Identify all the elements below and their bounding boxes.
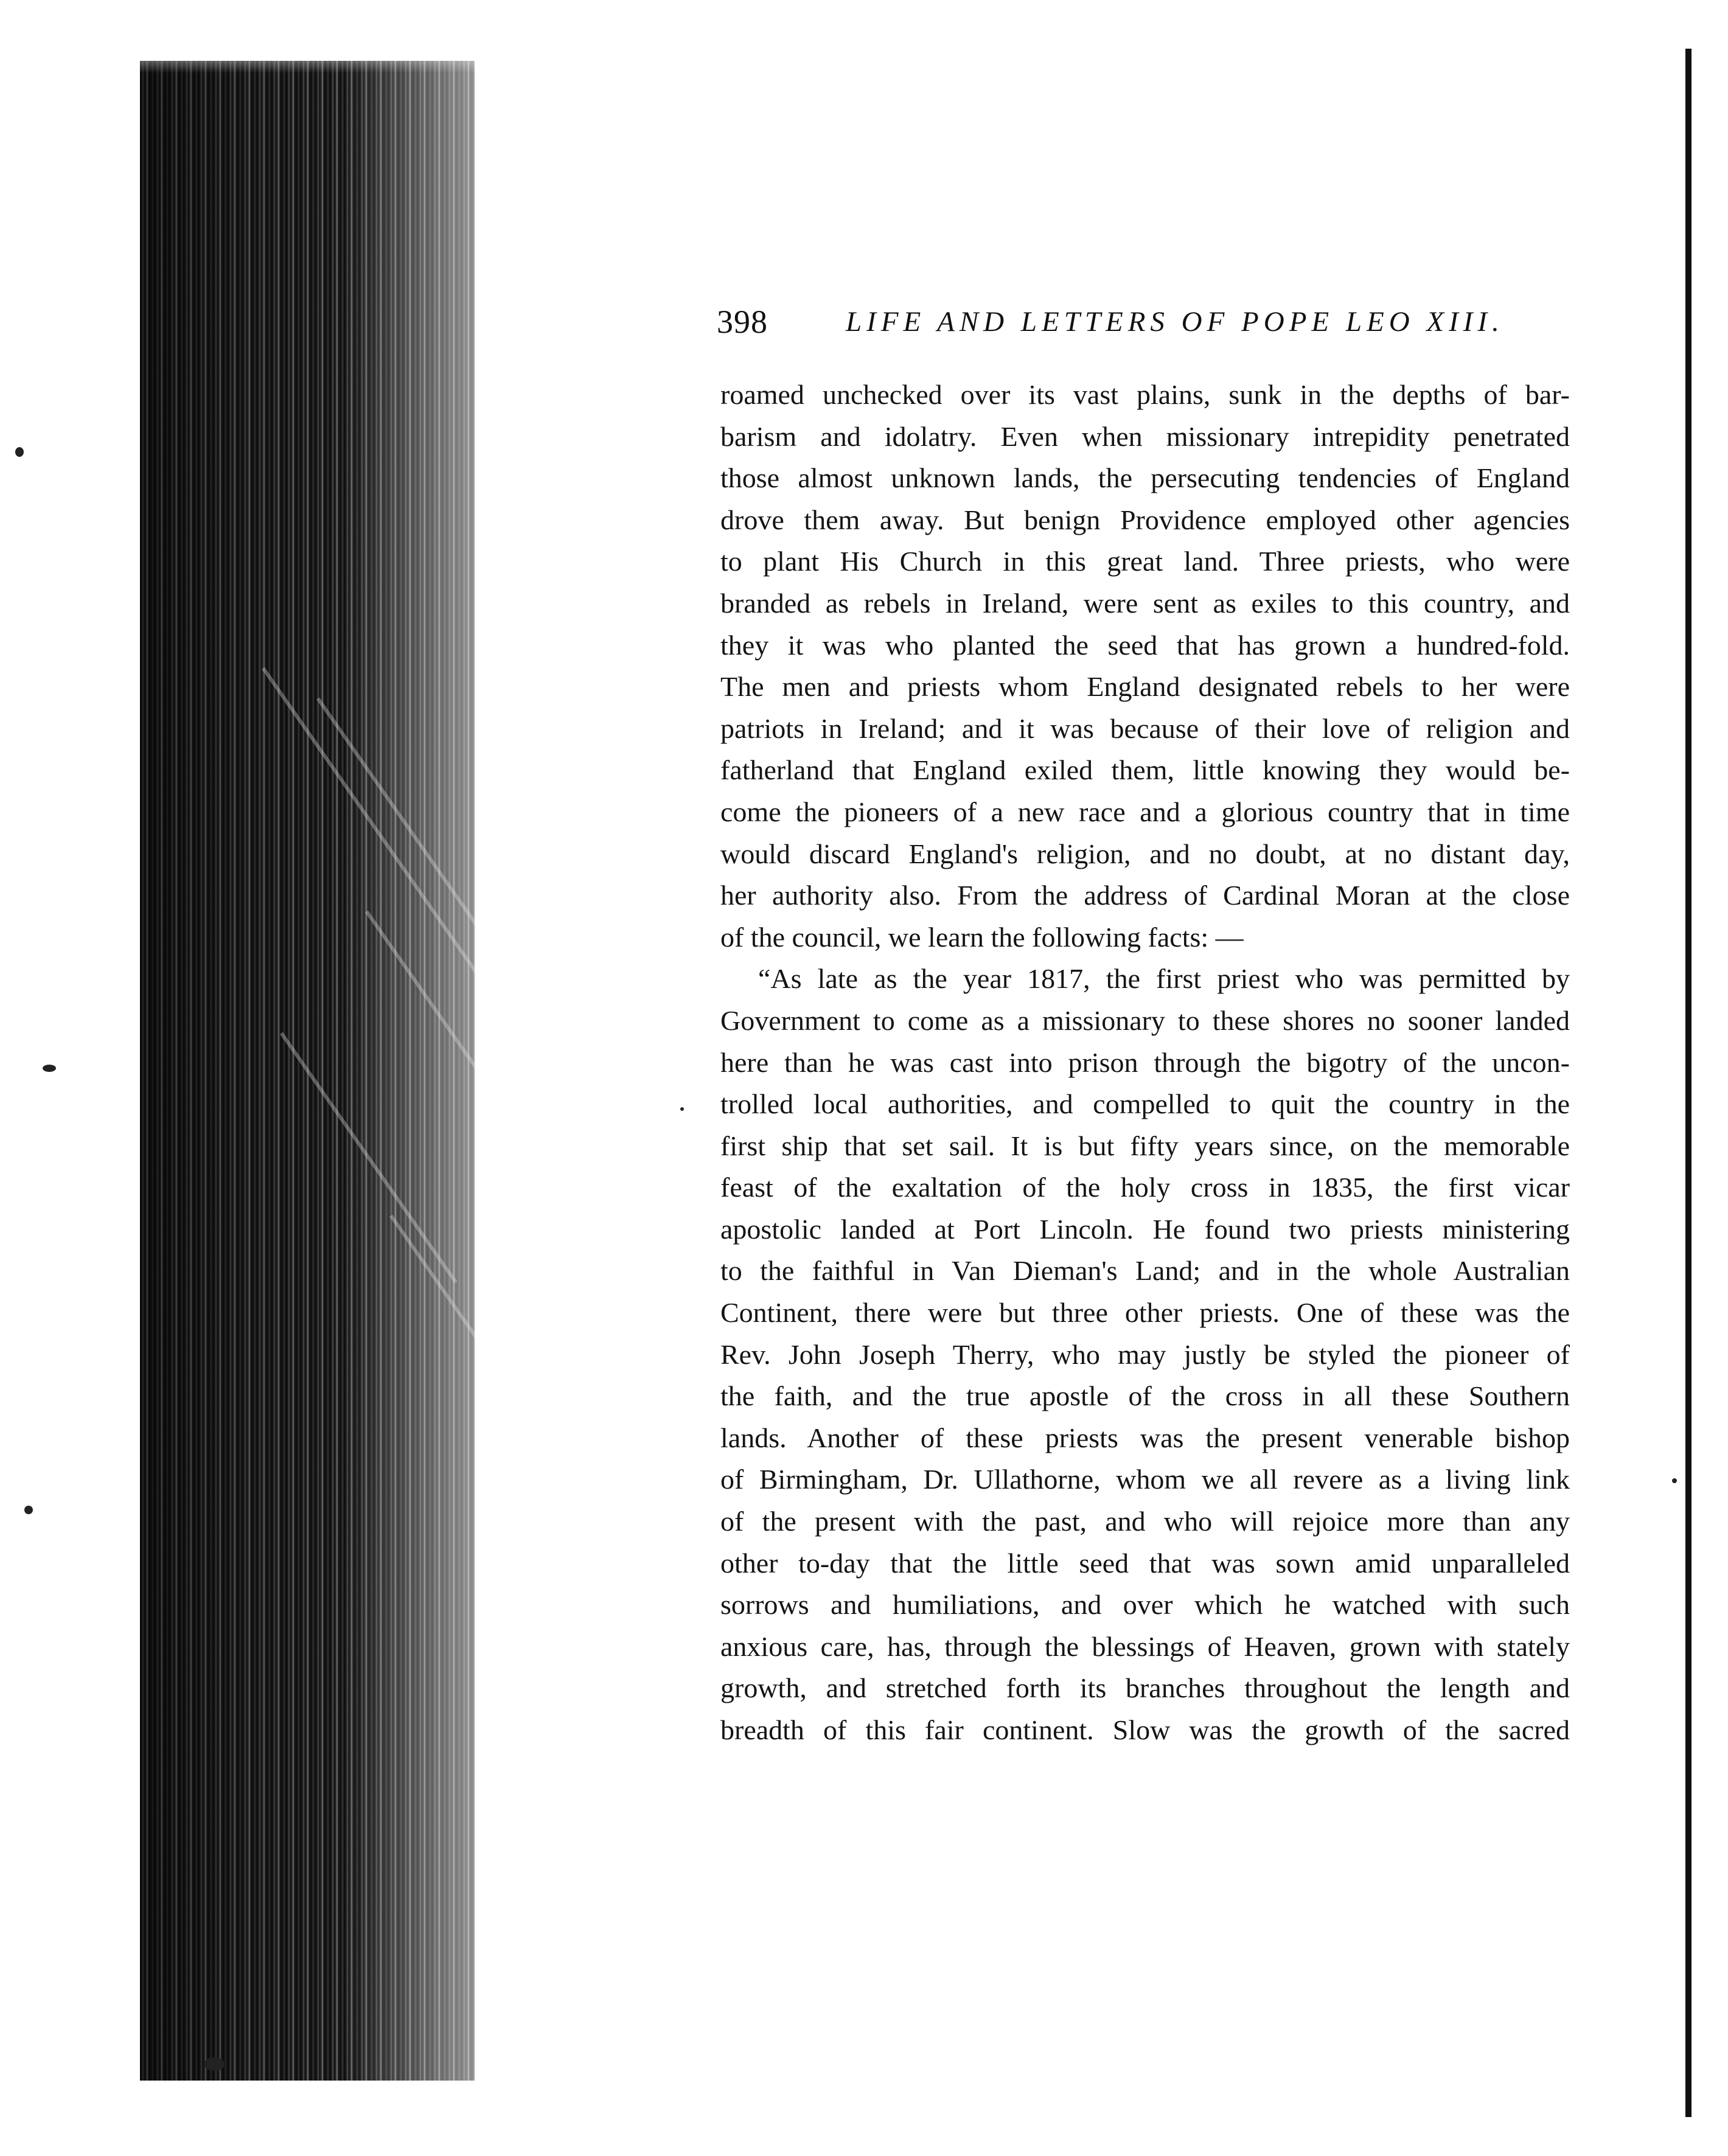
scan-speck xyxy=(43,1065,56,1072)
text-line: apostolic landed at Port Lincoln. He found two priests ministering xyxy=(720,1213,1570,1245)
scan-speck xyxy=(680,1107,684,1111)
text-line: Government to come as a missionary to these shores no sooner landed xyxy=(720,1004,1570,1036)
text-line: the faith, and the true apostle of the cross in all these Southern xyxy=(720,1380,1570,1412)
text-line: roamed unchecked over its vast plains, sunk in the depths of bar- xyxy=(720,379,1570,410)
text-line: The men and priests whom England designated rebels to her were xyxy=(720,671,1570,703)
page-header xyxy=(717,303,1573,346)
text-line: feast of the exaltation of the holy cross in 1835, the first vicar xyxy=(720,1172,1570,1203)
page-number: 398 xyxy=(717,304,768,340)
scan-speck xyxy=(1672,1478,1677,1483)
text-line: lands. Another of these priests was the present venerable bishop xyxy=(720,1422,1570,1453)
text-line: to the faithful in Van Dieman's Land; and in the whole Australian xyxy=(720,1255,1570,1287)
text-line: patriots in Ireland; and it was because of their love of religion and xyxy=(720,712,1570,744)
text-line: to plant His Church in this great land. Three priests, who were xyxy=(720,546,1570,577)
text-line: Rev. John Joseph Therry, who may justly be styled the pioneer of xyxy=(720,1338,1570,1370)
text-line: drove them away. But benign Providence employed other agencies xyxy=(720,504,1570,535)
text-line: they it was who planted the seed that has grown a hundred-fold. xyxy=(720,629,1570,661)
text-line: fatherland that England exiled them, little knowing they would be- xyxy=(720,754,1570,786)
text-line: sorrows and humiliations, and over which he watched with such xyxy=(720,1589,1570,1621)
text-line: anxious care, has, through the blessings of Heaven, grown with stately xyxy=(720,1630,1570,1662)
text-line: of the council, we learn the following facts: — xyxy=(720,921,1244,953)
text-line: breadth of this fair continent. Slow was the growth of the sacred xyxy=(720,1714,1570,1745)
scan-border-right xyxy=(1685,49,1691,2117)
text-line: of Birmingham, Dr. Ullathorne, whom we all revere as a living link xyxy=(720,1464,1570,1495)
body-text xyxy=(720,374,1570,1751)
scan-speck xyxy=(204,2057,225,2071)
scan-speck xyxy=(15,447,24,457)
text-line: Continent, there were but three other priests. One of these was the xyxy=(720,1297,1570,1329)
text-line: come the pioneers of a new race and a glorious country that in time xyxy=(720,796,1570,827)
scan-speck xyxy=(24,1506,33,1514)
text-line: first ship that set sail. It is but fifty years since, on the memorable xyxy=(720,1130,1570,1161)
text-line: branded as rebels in Ireland, were sent as exiles to this country, and xyxy=(720,587,1570,619)
text-line: her authority also. From the address of Cardinal Moran at the close xyxy=(720,880,1570,911)
book-edge-top-fade xyxy=(140,37,481,73)
text-line: barism and idolatry. Even when missionary intrepidity penetrated xyxy=(720,420,1570,452)
text-line: trolled local authorities, and compelled to quit the country in the xyxy=(720,1088,1570,1120)
running-title: LIFE AND LETTERS OF POPE LEO XIII. xyxy=(846,306,1504,338)
text-line: here than he was cast into prison through the bigotry of the uncon- xyxy=(720,1046,1570,1078)
text-line: other to-day that the little seed that was sown amid unparalleled xyxy=(720,1547,1570,1579)
text-line: of the present with the past, and who will rejoice more than any xyxy=(720,1506,1570,1537)
text-line: would discard England's religion, and no doubt, at no distant day, xyxy=(720,838,1570,869)
text-line: growth, and stretched forth its branches throughout the length and xyxy=(720,1672,1570,1704)
text-line: those almost unknown lands, the persecuting tendencies of England xyxy=(720,462,1570,494)
text-line: “As late as the year 1817, the first priest who was permitted by xyxy=(758,963,1570,995)
